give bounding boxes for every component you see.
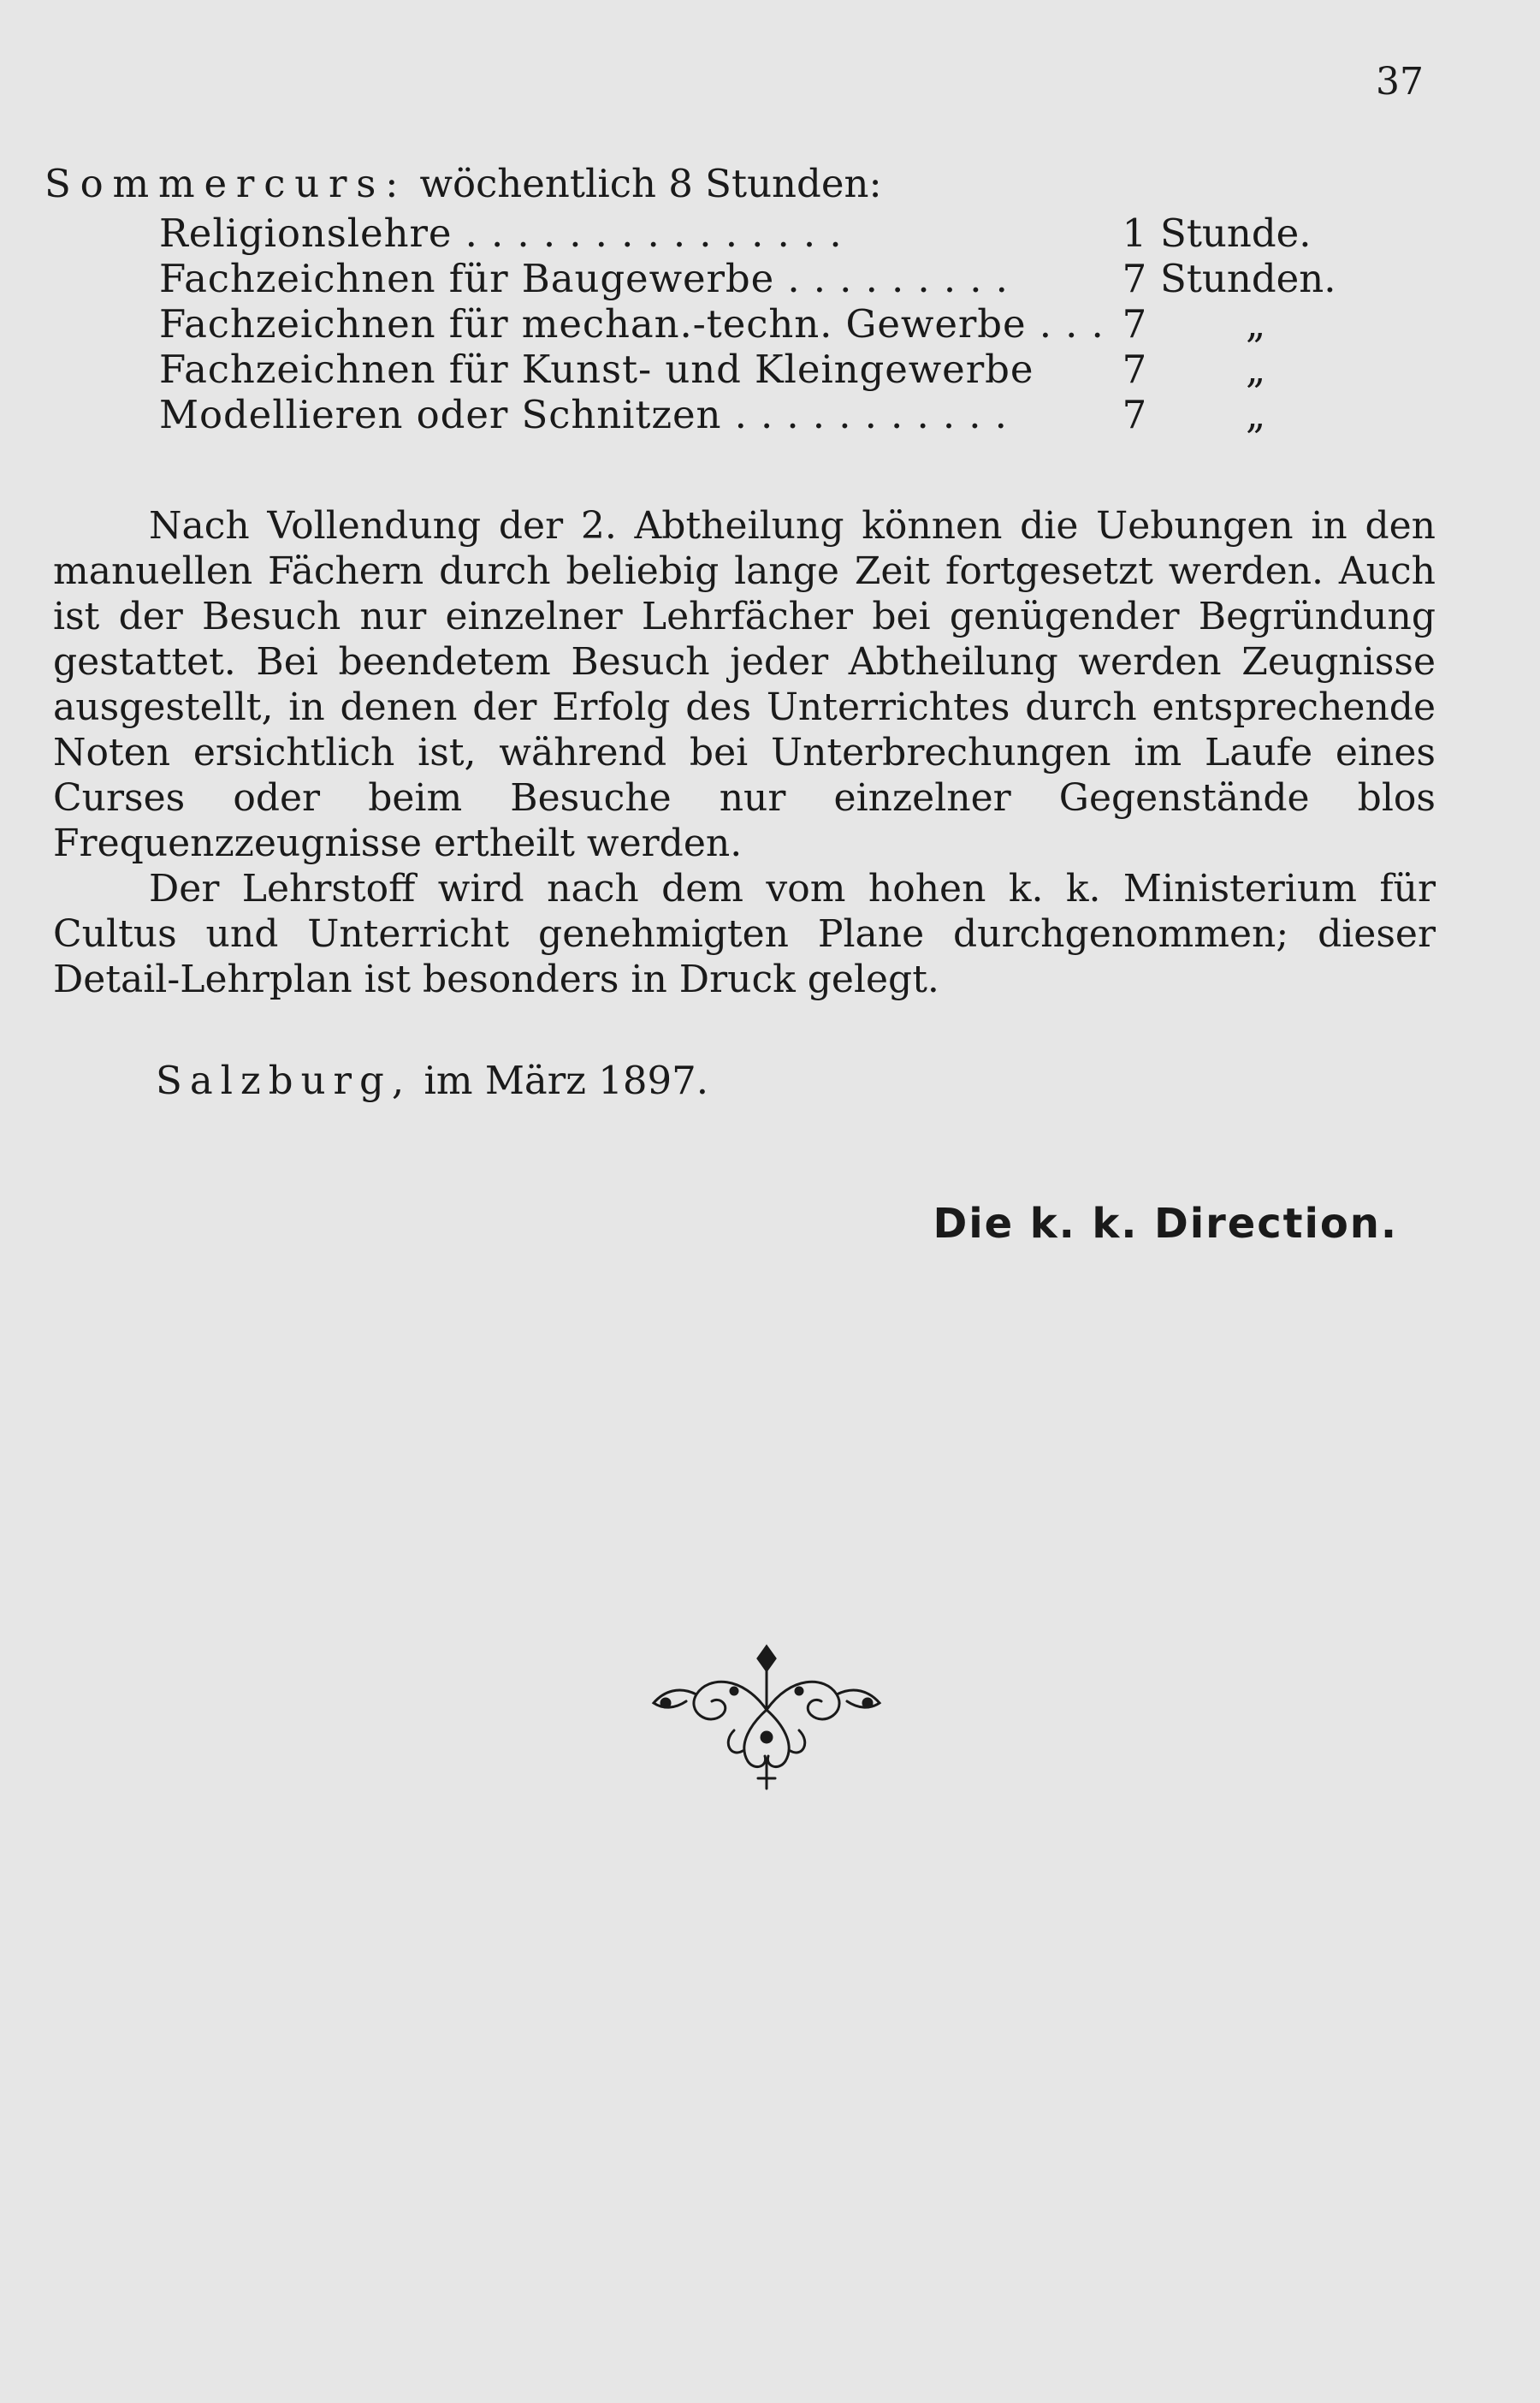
paragraph: Der Lehrstoff wird nach dem vom hohen k. k. Ministerium für Cultus und Unterricht genehmigten Plane durchgenommen; dieser Detail-Lehrplan ist besonders in Druck gelegt. — [53, 867, 1436, 1001]
schedule-subject: Fachzeichnen für mechan.-techn. Gewerbe . . . — [159, 301, 1105, 347]
schedule-row — [159, 392, 1357, 437]
sommercurs-label: Sommercurs: — [44, 161, 408, 206]
schedule-list — [159, 211, 1357, 437]
schedule-subject: Modellieren oder Schnitzen . . . . . . . . . . . — [159, 392, 1008, 437]
date-rest: im März 1897. — [412, 1058, 709, 1103]
schedule-row — [159, 211, 1357, 256]
schedule-row — [159, 347, 1357, 392]
page-number: 37 — [1376, 60, 1424, 104]
schedule-unit: „ — [1246, 301, 1266, 347]
sommercurs-text: wöchentlich 8 Stunden: — [407, 161, 882, 206]
body-text — [53, 503, 1436, 1002]
date-line — [156, 1058, 708, 1103]
sommercurs-heading — [44, 161, 882, 206]
date-place: Salzburg, — [156, 1058, 412, 1103]
schedule-hours: 7 — [1122, 301, 1147, 347]
paragraph: Nach Vollendung der 2. Abtheilung können die Uebungen in den manuellen Fächern durch beliebig lange Zeit fortgesetzt werden. Auch ist der Besuch nur einzelner Lehrfächer bei genügender Begründung gestattet. Bei beendetem Besuch jeder Abtheilung werden Zeugnisse ausgestellt, in denen der Erfolg des Unterrichtes durch entsprechende Noten ersichtlich ist, während bei Unterbrechungen im Laufe eines Curses oder beim Besuche nur einzelner Gegenstände blos Frequenzzeugnisse ertheilt werden. — [53, 504, 1436, 865]
signature: Die k. k. Direction. — [933, 1200, 1398, 1248]
schedule-unit: „ — [1246, 392, 1266, 437]
schedule-subject: Fachzeichnen für Kunst- und Kleingewerbe — [159, 347, 1034, 392]
schedule-unit: „ — [1246, 347, 1266, 392]
floral-ornament-icon — [649, 1641, 885, 1794]
schedule-row — [159, 256, 1357, 301]
schedule-unit: Stunde. — [1160, 211, 1312, 256]
schedule-unit: Stunden. — [1160, 256, 1336, 301]
schedule-hours: 7 — [1122, 256, 1147, 301]
schedule-hours: 1 — [1122, 211, 1147, 256]
schedule-subject: Religionslehre . . . . . . . . . . . . . . . — [159, 211, 843, 256]
schedule-row — [159, 301, 1357, 347]
schedule-subject: Fachzeichnen für Baugewerbe . . . . . . . . . — [159, 256, 1009, 301]
schedule-hours: 7 — [1122, 347, 1147, 392]
schedule-hours: 7 — [1122, 392, 1147, 437]
